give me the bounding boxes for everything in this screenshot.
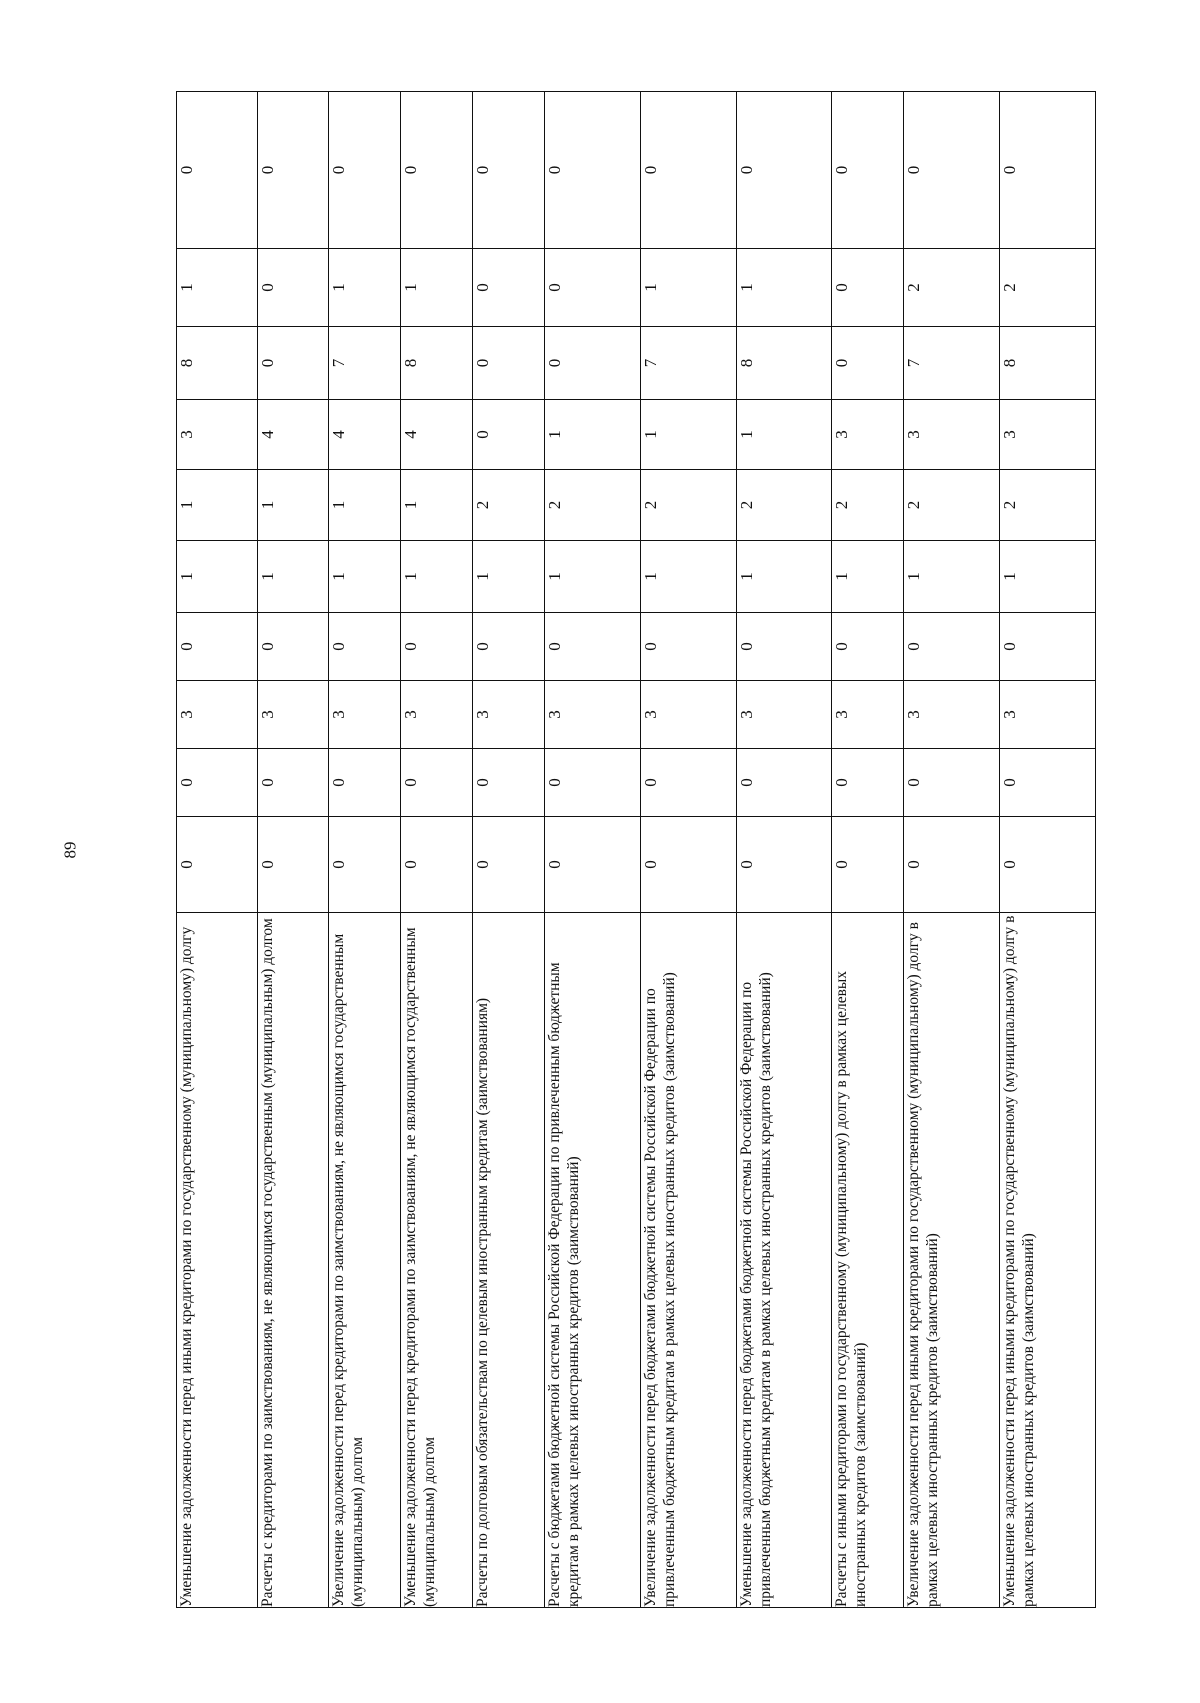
code-digit-cell: 0 <box>736 92 832 249</box>
code-digit-cell: 8 <box>1000 327 1096 400</box>
code-digit-cell: 1 <box>401 249 473 327</box>
code-digit-cell: 0 <box>473 749 545 817</box>
code-digit-cell: 0 <box>832 749 904 817</box>
code-digit-cell: 1 <box>736 400 832 470</box>
code-digit-cell: 7 <box>640 327 736 400</box>
code-digit-cell: 3 <box>545 681 641 749</box>
table-row <box>832 92 904 1608</box>
code-digit-cell: 3 <box>904 681 1000 749</box>
row-description: Расчеты с иными кредиторами по государственному (муниципальному) долгу в рамках целевых иностранных кредитов (заимствований) <box>832 913 904 1608</box>
table-row <box>473 92 545 1608</box>
code-digit-cell: 0 <box>257 92 329 249</box>
row-description: Уменьшение задолженности перед кредиторами по заимствованиям, не являющимся государственным (муниципальным) долгом <box>401 913 473 1608</box>
code-digit-cell: 0 <box>401 92 473 249</box>
code-digit-cell: 0 <box>832 249 904 327</box>
code-digit-cell: 0 <box>257 749 329 817</box>
code-digit-cell: 2 <box>904 470 1000 541</box>
code-digit-cell: 0 <box>177 749 258 817</box>
code-digit-cell: 0 <box>257 613 329 681</box>
code-digit-cell: 2 <box>1000 470 1096 541</box>
code-digit-cell: 0 <box>832 92 904 249</box>
code-digit-cell: 1 <box>401 541 473 613</box>
code-digit-cell: 0 <box>640 613 736 681</box>
code-digit-cell: 0 <box>545 613 641 681</box>
table-row <box>257 92 329 1608</box>
code-digit-cell: 2 <box>1000 249 1096 327</box>
row-description: Уменьшение задолженности перед бюджетами бюджетной системы Российской Федерации по привлеченным бюджетным кредитам в рамках целевых иностранных кредитов (заимствований) <box>736 913 832 1608</box>
code-digit-cell: 4 <box>329 400 401 470</box>
table-row <box>401 92 473 1608</box>
code-digit-cell: 3 <box>832 400 904 470</box>
code-digit-cell: 3 <box>904 400 1000 470</box>
table-row <box>1000 92 1096 1608</box>
code-digit-cell: 3 <box>177 681 258 749</box>
code-digit-cell: 0 <box>401 613 473 681</box>
code-digit-cell: 1 <box>401 470 473 541</box>
code-digit-cell: 3 <box>329 681 401 749</box>
code-digit-cell: 3 <box>1000 400 1096 470</box>
code-digit-cell: 3 <box>473 681 545 749</box>
code-digit-cell: 0 <box>832 327 904 400</box>
table-row <box>329 92 401 1608</box>
code-digit-cell: 2 <box>545 470 641 541</box>
table-row <box>545 92 641 1608</box>
code-digit-cell: 0 <box>473 327 545 400</box>
code-digit-cell: 1 <box>177 470 258 541</box>
code-digit-cell: 1 <box>329 470 401 541</box>
code-digit-cell: 0 <box>257 249 329 327</box>
code-digit-cell: 1 <box>736 249 832 327</box>
code-digit-cell: 0 <box>545 817 641 913</box>
row-description: Увеличение задолженности перед иными кредиторами по государственному (муниципальному) долгу в рамках целевых иностранных кредитов (заимствований) <box>904 913 1000 1608</box>
code-digit-cell: 7 <box>329 327 401 400</box>
code-digit-cell: 0 <box>401 817 473 913</box>
page-number <box>56 830 84 870</box>
code-digit-cell: 1 <box>257 470 329 541</box>
code-digit-cell: 3 <box>832 681 904 749</box>
code-digit-cell: 2 <box>473 470 545 541</box>
document-table-container <box>176 92 1096 1608</box>
code-digit-cell: 0 <box>1000 92 1096 249</box>
code-digit-cell: 3 <box>257 681 329 749</box>
code-digit-cell: 1 <box>736 541 832 613</box>
code-digit-cell: 2 <box>832 470 904 541</box>
code-digit-cell: 0 <box>545 92 641 249</box>
code-digit-cell: 0 <box>257 817 329 913</box>
code-digit-cell: 1 <box>177 541 258 613</box>
code-digit-cell: 0 <box>329 613 401 681</box>
code-digit-cell: 8 <box>401 327 473 400</box>
code-digit-cell: 0 <box>904 613 1000 681</box>
code-digit-cell: 2 <box>640 470 736 541</box>
code-digit-cell: 0 <box>545 327 641 400</box>
code-digit-cell: 0 <box>640 92 736 249</box>
code-digit-cell: 3 <box>736 681 832 749</box>
code-digit-cell: 3 <box>1000 681 1096 749</box>
code-digit-cell: 1 <box>640 541 736 613</box>
row-description: Расчеты с кредиторами по заимствованиям, не являющимся государственным (муниципальным) долгом <box>257 913 329 1608</box>
table-row <box>904 92 1000 1608</box>
code-digit-cell: 1 <box>640 400 736 470</box>
code-digit-cell: 0 <box>1000 817 1096 913</box>
code-digit-cell: 2 <box>904 249 1000 327</box>
code-digit-cell: 0 <box>473 817 545 913</box>
row-description: Расчеты с бюджетами бюджетной системы Российской Федерации по привлеченным бюджетным кредитам в рамках целевых иностранных кредитов (заимствований) <box>545 913 641 1608</box>
row-description: Уменьшение задолженности перед иными кредиторами по государственному (муниципальному) долгу в рамках целевых иностранных кредитов (заимствований) <box>1000 913 1096 1608</box>
code-digit-cell: 1 <box>473 541 545 613</box>
code-digit-cell: 2 <box>736 470 832 541</box>
code-digit-cell: 0 <box>545 249 641 327</box>
code-digit-cell: 0 <box>329 817 401 913</box>
budget-classification-table <box>176 91 1096 1608</box>
code-digit-cell: 0 <box>904 817 1000 913</box>
code-digit-cell: 0 <box>904 92 1000 249</box>
code-digit-cell: 0 <box>736 749 832 817</box>
code-digit-cell: 0 <box>640 817 736 913</box>
code-digit-cell: 4 <box>257 400 329 470</box>
code-digit-cell: 0 <box>832 613 904 681</box>
code-digit-cell: 0 <box>832 817 904 913</box>
table-row <box>736 92 832 1608</box>
code-digit-cell: 8 <box>177 327 258 400</box>
code-digit-cell: 0 <box>473 249 545 327</box>
code-digit-cell: 0 <box>736 613 832 681</box>
code-digit-cell: 0 <box>177 817 258 913</box>
code-digit-cell: 3 <box>401 681 473 749</box>
code-digit-cell: 0 <box>1000 749 1096 817</box>
code-digit-cell: 0 <box>177 92 258 249</box>
code-digit-cell: 1 <box>177 249 258 327</box>
code-digit-cell: 3 <box>177 400 258 470</box>
code-digit-cell: 8 <box>736 327 832 400</box>
code-digit-cell: 0 <box>736 817 832 913</box>
code-digit-cell: 0 <box>473 400 545 470</box>
row-description: Уменьшение задолженности перед иными кредиторами по государственному (муниципальному) долгу <box>177 913 258 1608</box>
code-digit-cell: 0 <box>329 92 401 249</box>
code-digit-cell: 1 <box>640 249 736 327</box>
code-digit-cell: 0 <box>257 327 329 400</box>
row-description: Увеличение задолженности перед кредиторами по заимствованиям, не являющимся государственным (муниципальным) долгом <box>329 913 401 1608</box>
code-digit-cell: 0 <box>545 749 641 817</box>
code-digit-cell: 1 <box>545 400 641 470</box>
code-digit-cell: 0 <box>329 749 401 817</box>
code-digit-cell: 0 <box>473 613 545 681</box>
table-body <box>177 92 1096 1608</box>
code-digit-cell: 1 <box>545 541 641 613</box>
code-digit-cell: 1 <box>832 541 904 613</box>
code-digit-cell: 1 <box>329 249 401 327</box>
code-digit-cell: 7 <box>904 327 1000 400</box>
code-digit-cell: 0 <box>473 92 545 249</box>
page-number-text: 89 <box>60 841 79 859</box>
code-digit-cell: 4 <box>401 400 473 470</box>
code-digit-cell: 1 <box>329 541 401 613</box>
code-digit-cell: 0 <box>640 749 736 817</box>
row-description: Расчеты по долговым обязательствам по целевым иностранным кредитам (заимствованиям) <box>473 913 545 1608</box>
code-digit-cell: 1 <box>257 541 329 613</box>
table-row <box>177 92 258 1608</box>
table-row <box>640 92 736 1608</box>
code-digit-cell: 0 <box>177 613 258 681</box>
code-digit-cell: 0 <box>1000 613 1096 681</box>
code-digit-cell: 0 <box>904 749 1000 817</box>
code-digit-cell: 1 <box>1000 541 1096 613</box>
code-digit-cell: 0 <box>401 749 473 817</box>
code-digit-cell: 1 <box>904 541 1000 613</box>
row-description: Увеличение задолженности перед бюджетами бюджетной системы Российской Федерации по привлеченным бюджетным кредитам в рамках целевых иностранных кредитов (заимствований) <box>640 913 736 1608</box>
code-digit-cell: 3 <box>640 681 736 749</box>
rotated-table-frame <box>176 92 1096 1608</box>
